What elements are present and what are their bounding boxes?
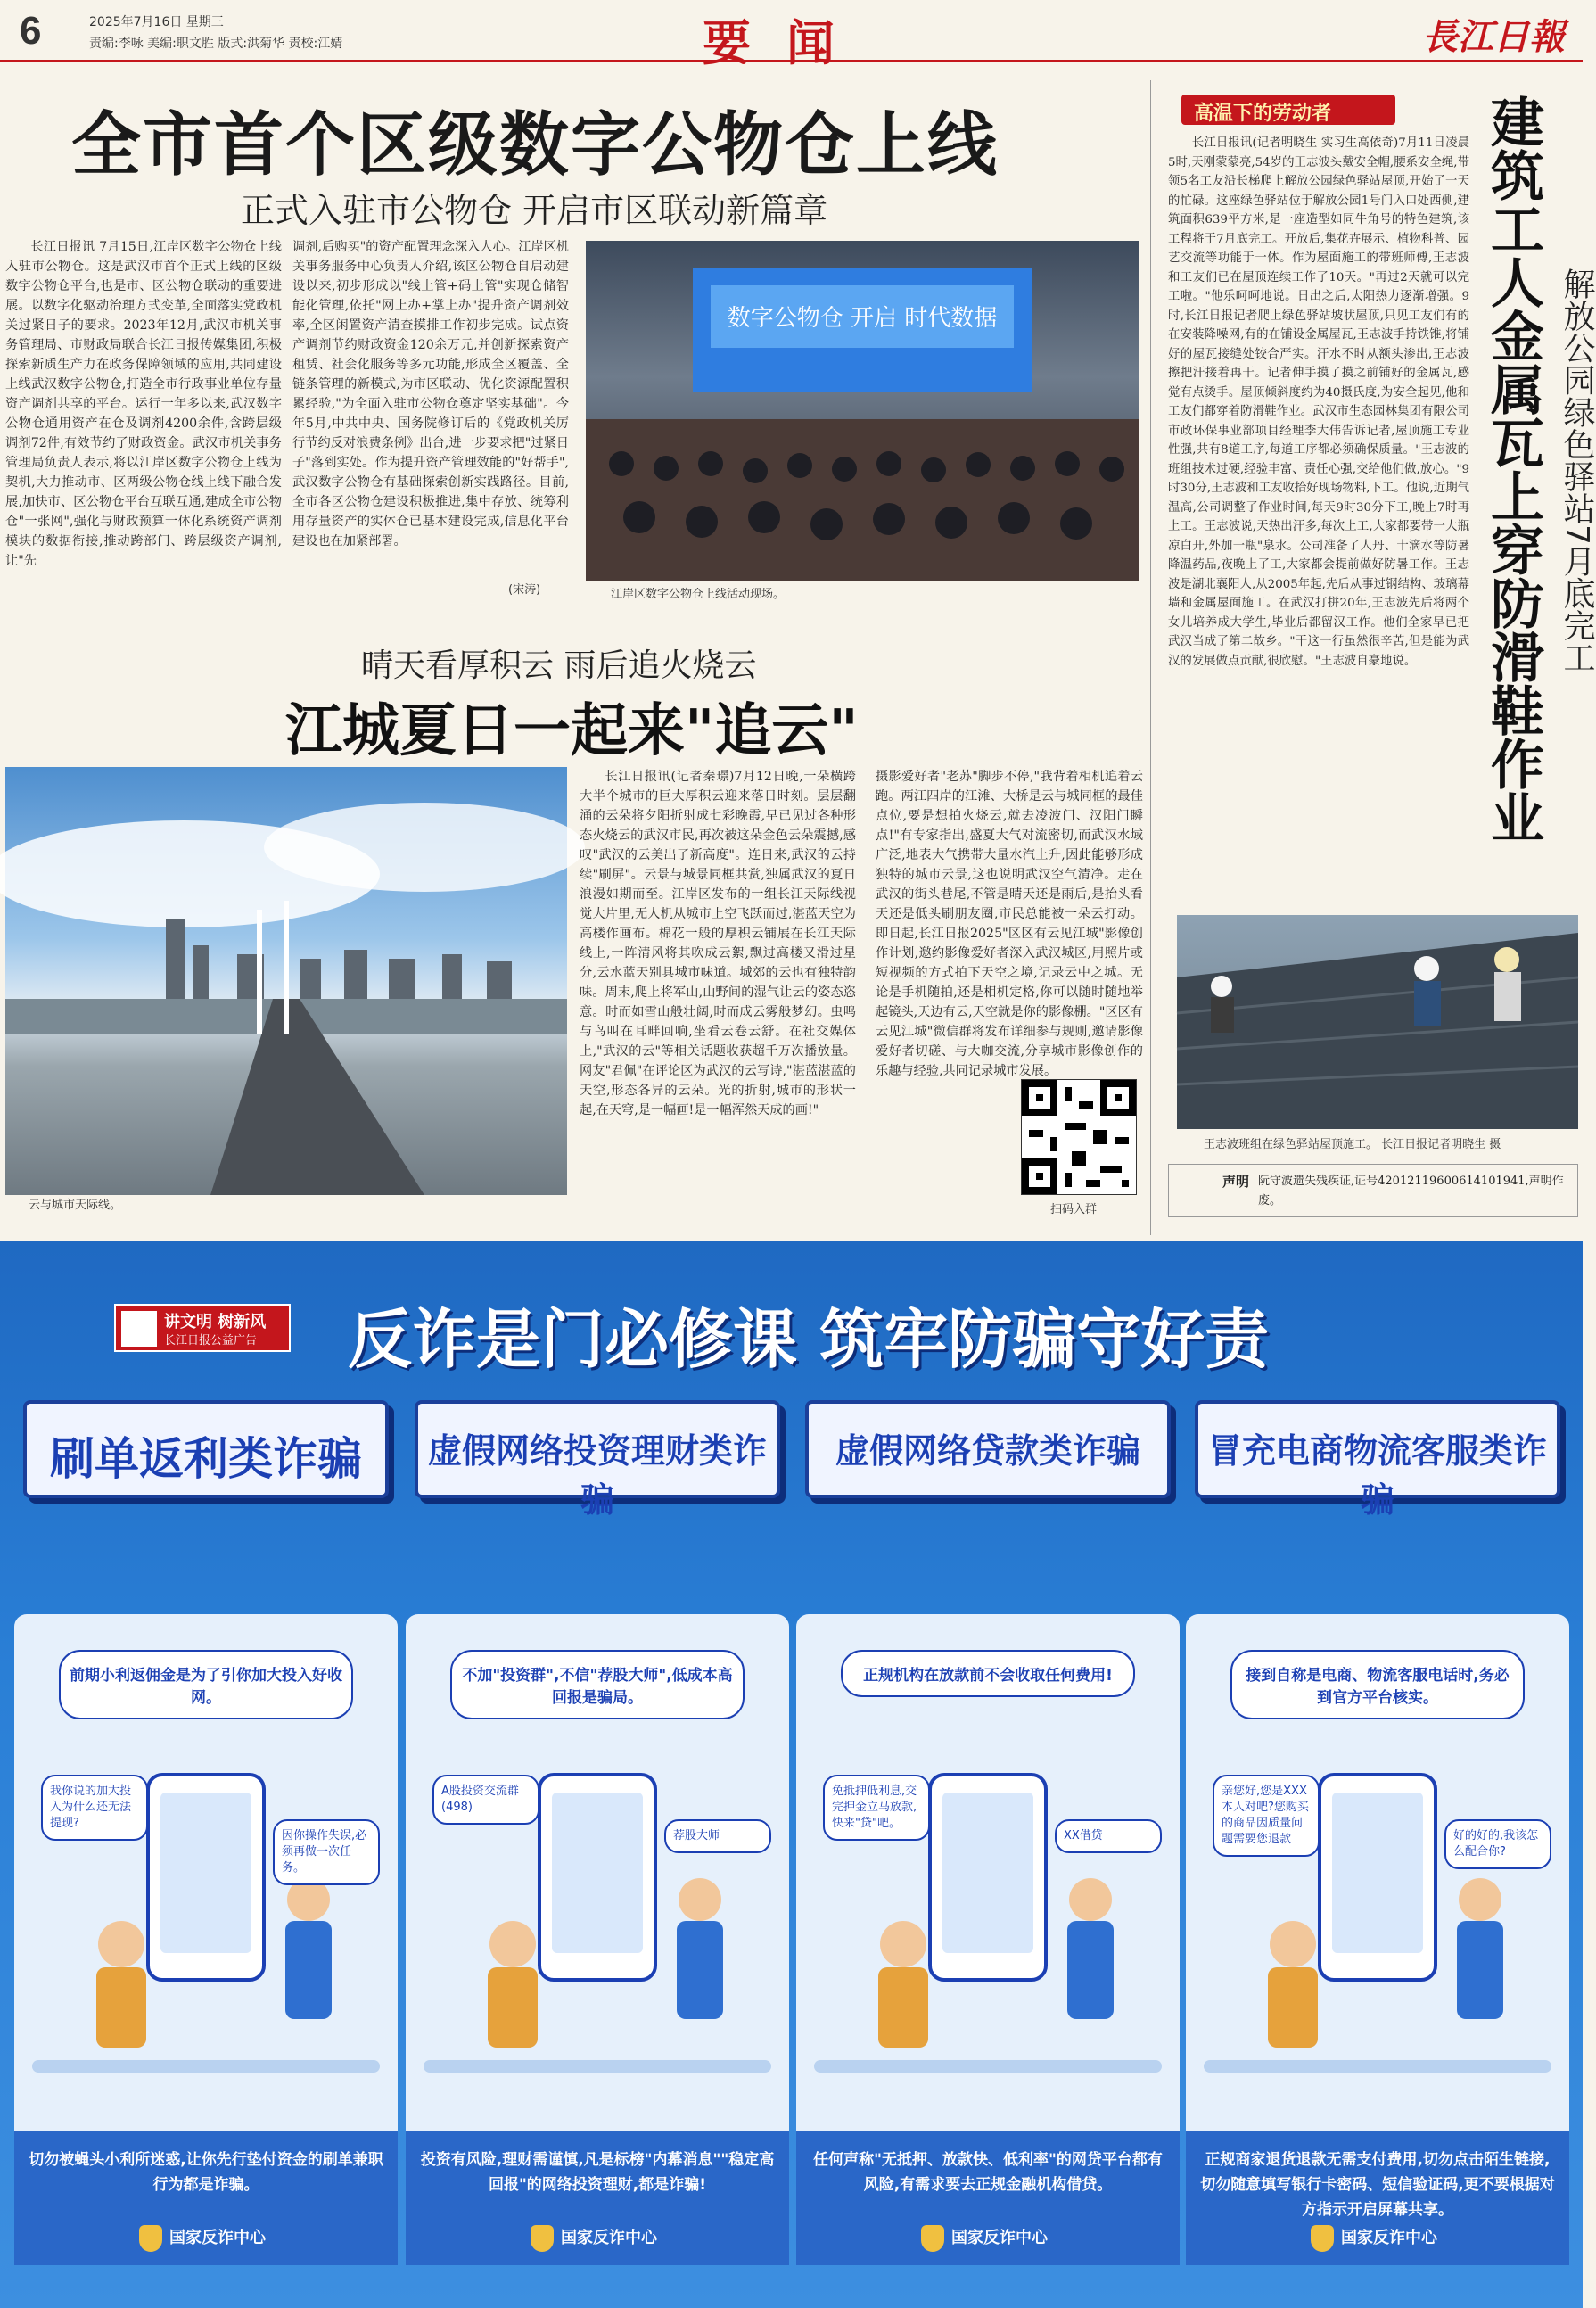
ad-card-warning: 正规商家退货退款无需支付费用,切勿点击陌生链接,切勿随意填写银行卡密码、短信验证码,更不要根据对方指示开启屏幕共享。 (1186, 2131, 1569, 2265)
article2-kicker: 晴天看厚积云 雨后追火烧云 (361, 647, 757, 684)
police-badge-icon (531, 2225, 554, 2252)
ad-card-title: 刷单返利类诈骗 (50, 1433, 362, 1485)
ad-card-bubble: 我你说的加大投入为什么还无法提现? (41, 1775, 148, 1841)
newspaper-logo: 長江日報 (1422, 16, 1565, 58)
article1-subtitle: 正式入驻市公物仓 开启市区联动新篇章 (241, 191, 828, 230)
ad-card-title: 虚假网络贷款类诈骗 (835, 1431, 1140, 1471)
roof-workers-photo (1177, 915, 1578, 1129)
ad-card-bubble: XX借贷 (1055, 1819, 1162, 1853)
roof-photo-caption: 王志波班组在绿色驿站屋顶施工。 长江日报记者明晓生 摄 (1204, 1138, 1501, 1151)
ad-card-bubble: 亲您好,您是XXX本人对吧?您购买的商品因质量问题需要您退款 (1213, 1775, 1320, 1857)
article1-col2: 调剂,后购买"的资产配置理念深入人心。江岸区机关事务服务中心负责人介绍,该区公物仓自启动建设以来,初步形成以"线上管+码上管"实现仓储智能化管理,依托"网上办+掌上办"提升资产调剂效率,全区闲置资产清查摸排工作初步完成。试点资产调剂节约财政资金120余万元,并创新探索资产租赁、社会化服务等多元功能,形成全区覆盖、全链条管理的新模式,为市区联动、优化资源配置积累经验,"为全面入驻市公物仓奠定坚实基础"。今年5月,中共中央、国务院修订后的《党政机关厉行节约反对浪费条例》出台,进一步要求把"过紧日子"落到实处。作为提升资产管理效能的"好帮手",武汉数字公物仓有基础探索创新实践路径。目前,全市各区公物仓建设积极推进,集中存放、统筹利用存量资产的实体仓已基本建设完成,信息化平台建设也在加紧部署。 (292, 240, 569, 548)
ad-card (14, 1614, 398, 2265)
qr-caption: 扫码入群 (1050, 1203, 1098, 1216)
article3-body: 长江日报讯(记者明晓生 实习生高依奇)7月11日凌晨5时,天刚蒙蒙亮,54岁的王志波头戴安全帽,腰系安全绳,带领5名工友沿长梯爬上解放公园绿色驿站屋顶,开始了一天的忙碌。这座绿色驿站位于解放公园1号门入口处西侧,建筑面积639平方米,是一座造型如同牛角号的特色建筑,该工程将于7月底完工。开放后,集花卉展示、植物科普、园艺交流等功能于一体。作为屋面施工的带班师傅,王志波和工友们已在屋顶连续工作了10天。"再过2天就可以完工啦。"他乐呵呵地说。日出之后,太阳热力逐渐增强。9时,长江日报记者爬上绿色驿站坡状屋顶,只见工友们有的在安装降噪网,有的在铺设金属屋瓦,王志波手持铁锥,将铺好的屋瓦接缝处铰合严实。汗水不时从额头渗出,王志波擦把汗接着再干。记者伸手摸了摸之前铺好的金属瓦,感觉有点烫手。屋顶倾斜度约为40摄氏度,为安全起见,他和工友们都穿着防滑鞋作业。武汉市生态园林集团有限公司市政环保事业部项目经理李大伟告诉记者,屋顶施工专业性强,共有8道工序,每道工序都必须确保质量。"王志波的班组技术过硬,经验丰富、责任心强,交给他们做,放心。"9时30分,王志波和工友收拾好现场物料,下工。他说,近期气温高,公司调整了作业时间,每天9时30分下工,晚上7时再上工。王志波说,天热出汗多,每次上工,大家都要带一大瓶凉白开,外加一瓶"泉水。公司准备了人丹、十滴水等防暑降温药品,夜晚上了工,大家都会提前做好防暑工作。王志波是湖北襄阳人,从2005年起,先后从事过钢结构、玻璃幕墙和金属屋面施工。在武汉打拼20年,王志波先后将两个女儿培养成大学生,毕业后都留汉工作。他们全家早已把武汉当成了第二故乡。"干这一行虽然很辛苦,但是能为武汉的发展做点贡献,很欣慰。"王志波自豪地说。 (1168, 136, 1469, 668)
ad-logo-icon (121, 1311, 157, 1347)
column-badge-label: 高温下的劳动者 (1194, 103, 1332, 125)
ad-card-org-label: 国家反诈中心 (951, 2229, 1048, 2247)
ad-card-org-label: 国家反诈中心 (1341, 2229, 1437, 2247)
ad-logo-line1: 讲文明 树新风 (164, 1313, 267, 1331)
column-badge (1181, 95, 1395, 125)
section-title: 要闻 (703, 14, 870, 71)
ad-headline: 反诈是门必修课 筑牢防骗守好责 (348, 1301, 1270, 1377)
ad-card-org (531, 2225, 657, 2252)
skyline-photo-caption: 云与城市天际线。 (29, 1199, 122, 1212)
police-badge-icon (139, 2225, 162, 2252)
article3-title: 建筑工人金属瓦上穿防滑鞋作业 (1482, 95, 1544, 844)
ad-card-title-plate (415, 1400, 780, 1520)
ad-card-warning: 切勿被蝇头小利所迷惑,让你先行垫付资金的刷单兼职行为都是诈骗。 (14, 2131, 398, 2265)
ad-card-title-plate (1195, 1400, 1560, 1520)
page-header (0, 0, 1583, 71)
ad-card-tip: 接到自称是电商、物流客服电话时,务必到官方平台核实。 (1230, 1650, 1525, 1719)
ad-card-bubble: 荐股大师 (664, 1819, 771, 1853)
conference-photo-caption: 江岸区数字公物仓上线活动现场。 (611, 588, 786, 601)
article2-col1: 长江日报讯(记者秦璟)7月12日晚,一朵横跨大半个城市的巨大厚积云迎来落日时刻。层层翻涌的云朵将夕阳折射成七彩晚霞,早已见过各种形态火烧云的武汉市民,再次被这朵金色云朵震撼,感叹"武汉的云美出了新高度"。连日来,武汉的云持续"刷屏"。云景与城景同框共赏,独属武汉的夏日浪漫如期而至。江岸区发布的一组长江天际线视觉大片里,无人机从城市上空飞跃而过,湛蓝天空为高楼作画布。棉花一般的厚积云铺展在长江天际线上,一阵清风将其吹成云絮,飘过高楼又滑过星分,云水蓝天别具城市味道。城郊的云也有独特韵味。周末,爬上将军山,山野间的湿气让云的姿态恣意。时而如雪山般壮阔,时而成云雾般梦幻。虫鸣与鸟叫在耳畔回响,坐看云卷云舒。在社交媒体上,"武汉的云"等相关话题收获超千万次播放量。网友"君佩"在评论区为武汉的云写诗,"湛蓝湛蓝的天空,形态各异的云朵。光的折射,城市的形状一起,在天穹,是一幅画!是一幅浑然天成的画!" (580, 770, 856, 1117)
ad-card (1186, 1614, 1569, 2265)
ad-card (406, 1614, 789, 2265)
notice-box (1168, 1164, 1578, 1217)
qr-code[interactable] (1021, 1079, 1137, 1195)
ad-card-org (921, 2225, 1048, 2252)
article3-subtitle: 解放公园绿色驿站7月底完工 (1559, 268, 1595, 673)
ad-logo-box (114, 1304, 291, 1352)
article1-author: (宋涛) (508, 583, 541, 597)
ad-card-warning: 任何声称"无抵押、放款快、低利率"的网贷平台都有风险,有需求要去正规金融机构借贷。 (796, 2131, 1180, 2265)
article1-title: 全市首个区级数字公物仓上线 (71, 105, 1000, 185)
ad-card-title-plate (805, 1400, 1171, 1498)
ad-card-bubble: 好的好的,我该怎么配合你? (1444, 1819, 1551, 1869)
notice-label: 声明 (1222, 1174, 1250, 1190)
staff-line: 责编:李咏 美编:职文胜 版式:洪菊华 责校:江婧 (89, 37, 343, 51)
ad-card-tip: 正规机构在放款前不会收取任何费用! (841, 1650, 1135, 1697)
conference-banner-text: 数字公物仓 开启 时代数据 (727, 305, 998, 332)
ad-card-org (1311, 2225, 1437, 2252)
notice-text: 阮守波遗失残疾证,证号42012119600614101941,声明作废。 (1258, 1175, 1564, 1208)
ad-card-bubble: A股投资交流群(498) (432, 1775, 539, 1825)
ad-card-tip: 前期小利返佣金是为了引你加大投入好收网。 (59, 1650, 353, 1719)
police-badge-icon (921, 2225, 944, 2252)
ad-card-tip: 不加"投资群",不信"荐股大师",低成本高回报是骗局。 (450, 1650, 745, 1719)
ad-card-bubble: 免抵押低利息,交完押金立马放款,快来"贷"吧。 (823, 1775, 930, 1841)
article1-col1: 长江日报讯 7月15日,江岸区数字公物仓上线入驻市公物仓。这是武汉市首个正式上线的区级数字公物仓平台,也是市、区公物仓联动的重要进展。以数字化驱动治理方式变革,全面落实党政机关过紧日子的要求。2023年12月,武汉市机关事务管理局、市财政局联合长江日报传媒集团,积极探索新质生产力在政务保障领域的应用,共同建设上线武汉数字公物仓,打造全市行政事业单位存量资产调剂共享的平台。运行一年多以来,武汉数字公物仓通用资产在仓及调剂4200余件,含跨层级调剂72件,有效节约了财政资金。武汉市机关事务管理局负责人表示,将以江岸区数字公物仓上线为契机,大力推动市、区两级公物仓线上线下融合发展,加快市、区公物仓平台互联互通,建成全市公物仓"一张网",强化与财政预算一体化系统资产调剂模块的数据衔接,推动跨部门、跨层级资产调剂,让"先 (5, 240, 282, 568)
ad-card-org (139, 2225, 266, 2252)
article2-title: 江城夏日一起来"追云" (285, 698, 859, 764)
ad-card-title-plate (23, 1400, 389, 1498)
date-line: 2025年7月16日 星期三 (89, 15, 224, 29)
ad-card-bubble: 因你操作失误,必须再做一次任务。 (273, 1819, 380, 1885)
ad-card-warning: 投资有风险,理财需谨慎,凡是标榜"内幕消息""稳定高回报"的网络投资理财,都是诈骗! (406, 2131, 789, 2265)
skyline-photo (5, 767, 567, 1195)
article2-col2: 摄影爱好者"老苏"脚步不停,"我背着相机追着云跑。两江四岸的江滩、大桥是云与城同框的最佳点位,要是想拍火烧云,就去凌波门、汉阳门瞬点!"有专家指出,盛夏大气对流密切,而武汉水域广泛,地表大气携带大量水汽上升,因此能够形成独特的城市云景,这也说明武汉空气清净。走在武汉的街头巷尾,不管是晴天还是雨后,是抬头看天还是低头刷朋友圈,市民总能被一朵云打动。即日起,长江日报2025"区区有云见江城"影像创作计划,邀约影像爱好者深入武汉城区,用照片或短视频的方式拍下天空之境,记录云中之城。无论是手机随拍,还是相机定格,你可以随时随地举起镜头,天边有云,天空就是你的影像棚。"区区有云见江城"微信群将发布详细参与规则,邀请影像爱好者切磋、与大咖交流,分享城市影像创作的乐趣与经验,共同记录城市发展。 (876, 770, 1143, 1078)
ad-card-title: 虚假网络投资理财类诈骗 (427, 1431, 767, 1520)
column-divider (1150, 80, 1151, 1235)
conference-photo (586, 241, 1139, 581)
ad-card-org-label: 国家反诈中心 (169, 2229, 266, 2247)
ad-card (796, 1614, 1180, 2265)
ad-card-org-label: 国家反诈中心 (561, 2229, 657, 2247)
ad-logo-line2: 长江日报公益广告 (164, 1334, 258, 1348)
ad-card-title: 冒充电商物流客服类诈骗 (1207, 1431, 1547, 1520)
police-badge-icon (1311, 2225, 1334, 2252)
page-number: 6 (20, 9, 42, 53)
